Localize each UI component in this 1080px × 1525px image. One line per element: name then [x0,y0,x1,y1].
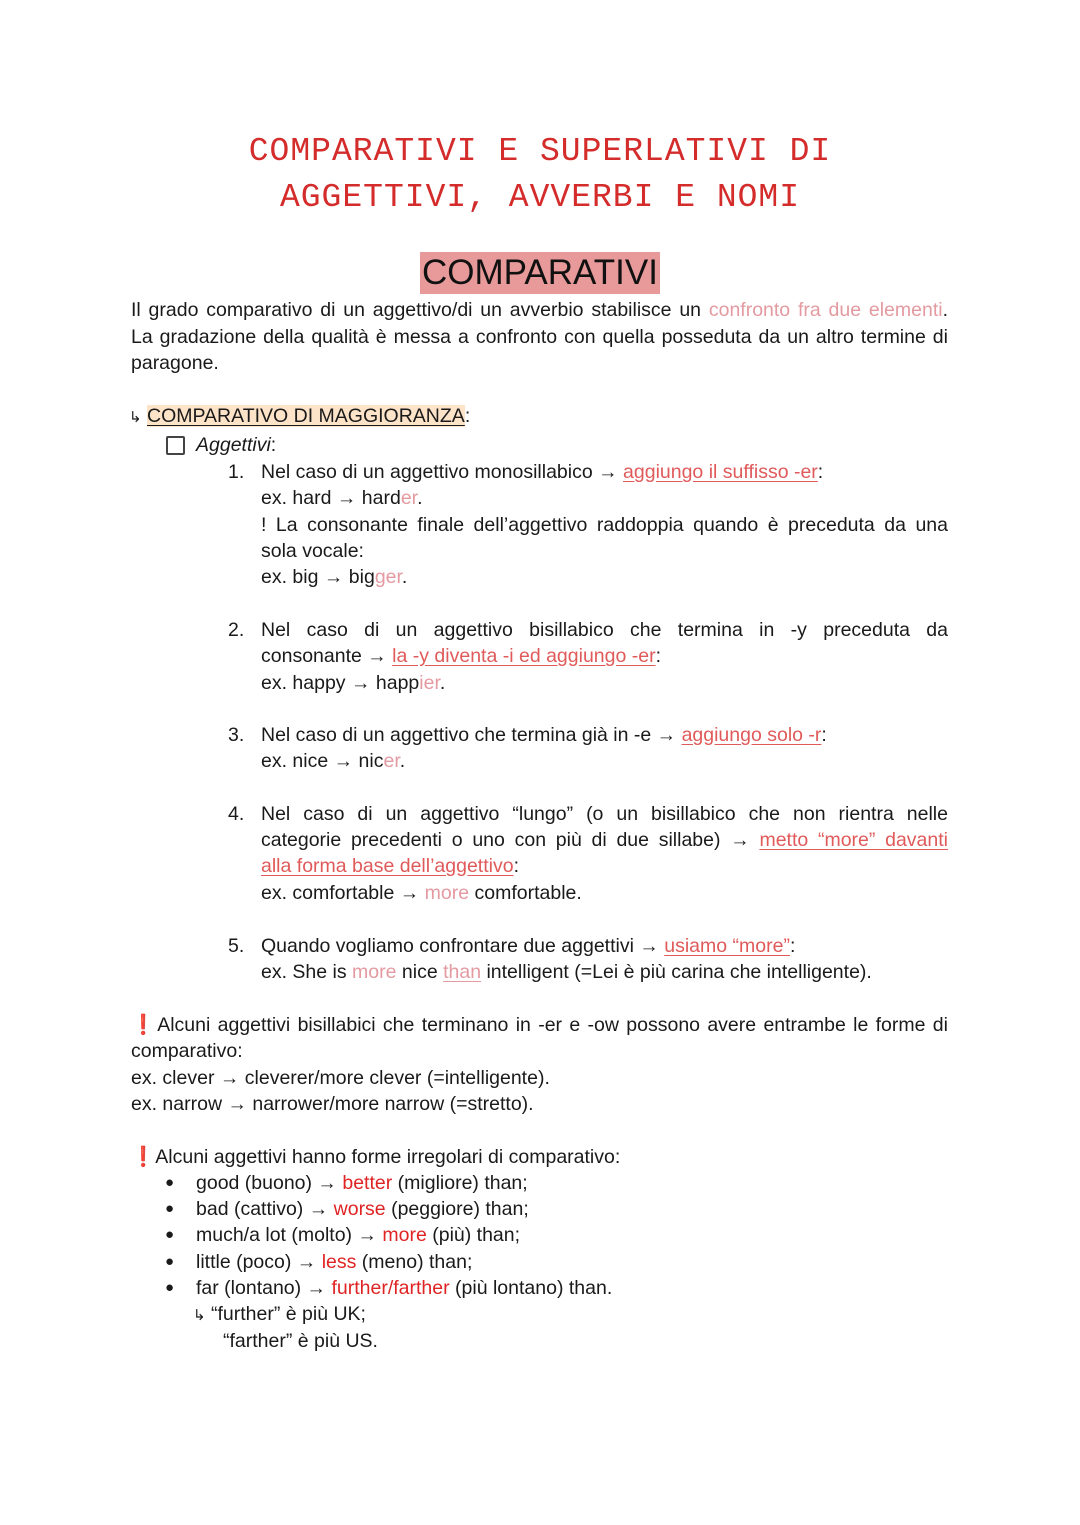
section-colon: : [464,405,471,427]
rule-number: 1. [228,461,245,483]
list-item [196,1249,472,1275]
note-text: Alcuni aggettivi hanno forme irregolari di comparativo: [155,1146,621,1168]
intro-highlight: confronto fra due elementi [708,299,943,321]
note-2-line-1 [131,1144,620,1170]
aggettivi-label: Aggettivi [196,434,271,456]
rule-text: Nel caso di un aggettivo che termina già in -e → [261,724,682,746]
exclamation-icon: ❗ [131,1146,156,1168]
rule-1-example-2 [261,564,407,590]
rule-2-line-1: Nel caso di un aggettivo bisillabico che termina in -y preceduta da [261,619,948,641]
rule-text: consonante → [261,645,393,667]
list-item [196,1196,529,1222]
example-period: . [399,750,406,772]
rule-2-example [261,670,445,696]
item-text-end: (meno) than; [356,1251,473,1273]
rule-4-example [261,880,582,906]
rule-3-example [261,748,405,774]
sub-note-line-2: “farther” è più US. [223,1330,378,1352]
item-form: less [321,1251,357,1273]
example-suffix: ger [374,566,402,588]
item-text-end: (più) than; [426,1224,521,1246]
note-text: Alcuni aggettivi bisillabici che terminano in -er e -ow possono avere entrambe le forme di [157,1014,948,1036]
example-period: . [439,672,446,694]
rule-text: categorie precedenti o uno con più di due sillabe) → [261,829,760,851]
rule-number: 3. [228,724,245,746]
intro-period: . [942,299,948,321]
rule-4-line-2 [261,827,948,853]
title-line-2: AGGETTIVI, AVVERBI E NOMI [279,179,801,216]
section-heading: COMPARATIVI [422,253,658,292]
rule-3-line-1 [261,722,827,748]
bullet-icon: ● [165,1253,175,1270]
sub-note-line-1 [193,1301,366,1329]
rule-1-note-2: sola vocale: [261,540,364,562]
rule-4-line-3 [261,853,519,879]
example-text: nice [396,961,444,983]
example-text-end: intelligent (=Lei è più carina che intelligente). [481,961,872,983]
rule-5-line-1 [261,933,795,959]
example-text: ex. big → big [261,566,375,588]
rule-1-line-1 [261,459,823,485]
example-more: more [424,882,470,904]
rule-colon: : [513,855,519,877]
item-text: bad (cattivo) → [196,1198,334,1220]
item-text: little (poco) → [196,1251,322,1273]
example-suffix: er [383,750,400,772]
heading-wrap [0,252,1080,294]
checkbox-icon[interactable] [166,436,185,455]
rule-1-note-1: ! La consonante finale dell’aggettivo raddoppia quando è preceduta da una [261,514,948,536]
rule-5-example [261,959,872,985]
example-suffix: ier [419,672,440,694]
item-text-end: (più lontano) than. [449,1277,613,1299]
item-form: worse [333,1198,386,1220]
example-text: ex. comfortable → [261,882,425,904]
example-text-end: comfortable. [469,882,582,904]
bullet-icon: ● [165,1279,175,1296]
example-text: ex. She is [261,961,353,983]
bullet-icon: ● [165,1200,175,1217]
note-1-line-3: ex. clever → cleverer/more clever (=intelligente). [131,1067,550,1089]
list-item [196,1222,520,1248]
sub-colon: : [270,434,277,456]
rule-1-example [261,485,423,511]
example-text: ex. happy → happ [261,672,420,694]
item-form: better [342,1172,393,1194]
bullet-icon: ● [165,1174,175,1191]
comparativo-maggioranza-label: COMPARATIVO DI MAGGIORANZA [147,405,465,427]
example-text: ex. nice → nic [261,750,384,772]
rule-link: metto “more” davanti [759,829,948,851]
section-label [129,403,470,431]
item-text-end: (peggiore) than; [385,1198,529,1220]
arrow-icon: ↳ [129,409,142,426]
example-than: than [443,961,482,983]
intro-line-3: paragone. [131,352,219,374]
rule-colon: : [655,645,661,667]
note-1-line-1 [131,1012,948,1038]
rule-number: 5. [228,935,245,957]
example-text: ex. hard → hard [261,487,401,509]
rule-link: alla forma base dell’aggettivo [261,855,514,877]
example-period: . [417,487,423,509]
exclamation-icon: ❗ [131,1014,158,1036]
rule-colon: : [821,724,827,746]
item-text: much/a lot (molto) → [196,1224,383,1246]
sub-note-text: “further” è più UK; [211,1303,366,1325]
rule-text: Quando vogliamo confrontare due aggettivi → [261,935,665,957]
title-line-1: COMPARATIVI E SUPERLATIVI DI [248,133,832,170]
item-text: far (lontano) → [196,1277,332,1299]
rule-link: la -y diventa -i ed aggiungo -er [392,645,656,667]
example-more: more [352,961,397,983]
rule-link: aggiungo il suffisso -er [623,461,818,483]
sub-label [196,432,276,458]
note-1-line-2: comparativo: [131,1040,243,1062]
rule-link: usiamo “more” [664,935,790,957]
note-1-line-4: ex. narrow → narrower/more narrow (=stretto). [131,1093,534,1115]
rule-colon: : [789,935,796,957]
rule-text: Nel caso di un aggettivo monosillabico → [261,461,624,483]
bullet-icon: ● [165,1226,175,1243]
rule-number: 4. [228,803,245,825]
rule-link: aggiungo solo -r [681,724,822,746]
arrow-icon: ↳ [193,1307,206,1324]
intro-text: Il grado comparativo di un aggettivo/di un avverbio stabilisce un [131,299,709,321]
rule-colon: : [817,461,824,483]
item-text-end: (migliore) than; [392,1172,528,1194]
example-suffix: er [400,487,418,509]
list-item [196,1275,612,1301]
item-form: more [382,1224,427,1246]
rule-4-line-1: Nel caso di un aggettivo “lungo” (o un bisillabico che non rientra nelle [261,803,948,825]
rule-2-line-2 [261,643,661,669]
intro-line-1 [131,297,948,323]
list-item [196,1170,528,1196]
example-period: . [401,566,408,588]
intro-line-2: La gradazione della qualità è messa a confronto con quella posseduta da un altro termine di [131,326,948,348]
rule-number: 2. [228,619,245,641]
item-text: good (buono) → [196,1172,343,1194]
item-form: further/farther [331,1277,450,1299]
